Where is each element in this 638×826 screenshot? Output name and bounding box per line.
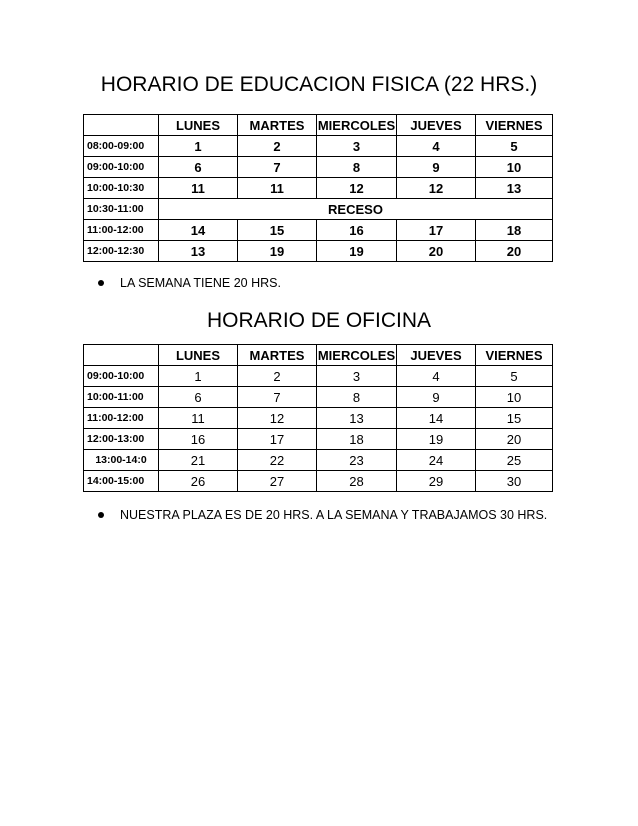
office-cell: 10 (476, 387, 553, 408)
class-cell: 4 (397, 136, 476, 157)
office-cell: 21 (159, 450, 238, 471)
office-cell: 20 (476, 429, 553, 450)
table-row (84, 366, 553, 387)
office-cell: 12 (238, 408, 317, 429)
class-cell: 17 (397, 220, 476, 241)
office-cell: 4 (397, 366, 476, 387)
class-cell: 11 (159, 178, 238, 199)
office-cell: 19 (397, 429, 476, 450)
day-header: MARTES (238, 345, 317, 366)
time-cell: 10:30-11:00 (84, 199, 159, 220)
day-header: MIERCOLES (317, 115, 397, 136)
day-header: VIERNES (476, 345, 553, 366)
table-row (84, 408, 553, 429)
class-cell: 9 (397, 157, 476, 178)
time-cell: 11:00-12:00 (84, 220, 159, 241)
day-header: LUNES (159, 345, 238, 366)
office-cell: 24 (397, 450, 476, 471)
time-cell: 11:00-12:00 (84, 408, 159, 429)
class-cell: 15 (238, 220, 317, 241)
class-cell: 5 (476, 136, 553, 157)
time-cell: 10:00-10:30 (84, 178, 159, 199)
note-semana (98, 276, 281, 290)
class-cell: 20 (397, 241, 476, 262)
time-cell: 13:00-14:0 (84, 450, 159, 471)
office-cell: 15 (476, 408, 553, 429)
office-cell: 25 (476, 450, 553, 471)
office-cell: 28 (317, 471, 397, 492)
time-cell: 12:00-13:00 (84, 429, 159, 450)
corner-cell (84, 115, 159, 136)
title-educacion-fisica: HORARIO DE EDUCACION FISICA (22 HRS.) (100, 73, 538, 96)
office-cell: 11 (159, 408, 238, 429)
class-cell: 20 (476, 241, 553, 262)
office-cell: 22 (238, 450, 317, 471)
schedule-table-oficina (83, 344, 553, 492)
table-row (84, 136, 553, 157)
time-cell: 08:00-09:00 (84, 136, 159, 157)
note-text: LA SEMANA TIENE 20 HRS. (120, 276, 281, 290)
table-row (84, 471, 553, 492)
office-cell: 26 (159, 471, 238, 492)
time-cell: 10:00-11:00 (84, 387, 159, 408)
bullet-icon (98, 512, 104, 518)
table-row (84, 157, 553, 178)
time-cell: 09:00-10:00 (84, 366, 159, 387)
office-cell: 29 (397, 471, 476, 492)
class-cell: 16 (317, 220, 397, 241)
office-cell: 7 (238, 387, 317, 408)
title-oficina: HORARIO DE OFICINA (206, 309, 432, 332)
office-cell: 14 (397, 408, 476, 429)
bullet-icon (98, 280, 104, 286)
table-row (84, 387, 553, 408)
class-cell: 8 (317, 157, 397, 178)
day-header: LUNES (159, 115, 238, 136)
class-cell: 19 (317, 241, 397, 262)
office-cell: 1 (159, 366, 238, 387)
day-header: MARTES (238, 115, 317, 136)
office-cell: 6 (159, 387, 238, 408)
note-plaza (98, 508, 547, 522)
table-header-row (84, 345, 553, 366)
table-header-row (84, 115, 553, 136)
table-row-recess (84, 199, 553, 220)
office-cell: 13 (317, 408, 397, 429)
class-cell: 13 (159, 241, 238, 262)
recess-cell: RECESO (159, 199, 553, 220)
day-header: JUEVES (397, 345, 476, 366)
office-cell: 18 (317, 429, 397, 450)
class-cell: 3 (317, 136, 397, 157)
office-cell: 23 (317, 450, 397, 471)
class-cell: 6 (159, 157, 238, 178)
note-text: NUESTRA PLAZA ES DE 20 HRS. A LA SEMANA Y TRABAJAMOS 30 HRS. (120, 508, 548, 522)
time-cell: 14:00-15:00 (84, 471, 159, 492)
time-cell: 12:00-12:30 (84, 241, 159, 262)
office-cell: 9 (397, 387, 476, 408)
class-cell: 1 (159, 136, 238, 157)
class-cell: 13 (476, 178, 553, 199)
class-cell: 11 (238, 178, 317, 199)
class-cell: 19 (238, 241, 317, 262)
class-cell: 18 (476, 220, 553, 241)
day-header: MIERCOLES (317, 345, 397, 366)
office-cell: 17 (238, 429, 317, 450)
class-cell: 2 (238, 136, 317, 157)
day-header: VIERNES (476, 115, 553, 136)
class-cell: 10 (476, 157, 553, 178)
schedule-table-educacion-fisica (83, 114, 553, 262)
office-cell: 3 (317, 366, 397, 387)
time-cell: 09:00-10:00 (84, 157, 159, 178)
office-cell: 2 (238, 366, 317, 387)
office-cell: 8 (317, 387, 397, 408)
table-row (84, 241, 553, 262)
class-cell: 12 (397, 178, 476, 199)
corner-cell (84, 345, 159, 366)
day-header: JUEVES (397, 115, 476, 136)
table-row (84, 178, 553, 199)
table-row (84, 450, 553, 471)
office-cell: 5 (476, 366, 553, 387)
class-cell: 14 (159, 220, 238, 241)
class-cell: 12 (317, 178, 397, 199)
office-cell: 16 (159, 429, 238, 450)
office-cell: 30 (476, 471, 553, 492)
table-row (84, 220, 553, 241)
office-cell: 27 (238, 471, 317, 492)
table-row (84, 429, 553, 450)
class-cell: 7 (238, 157, 317, 178)
